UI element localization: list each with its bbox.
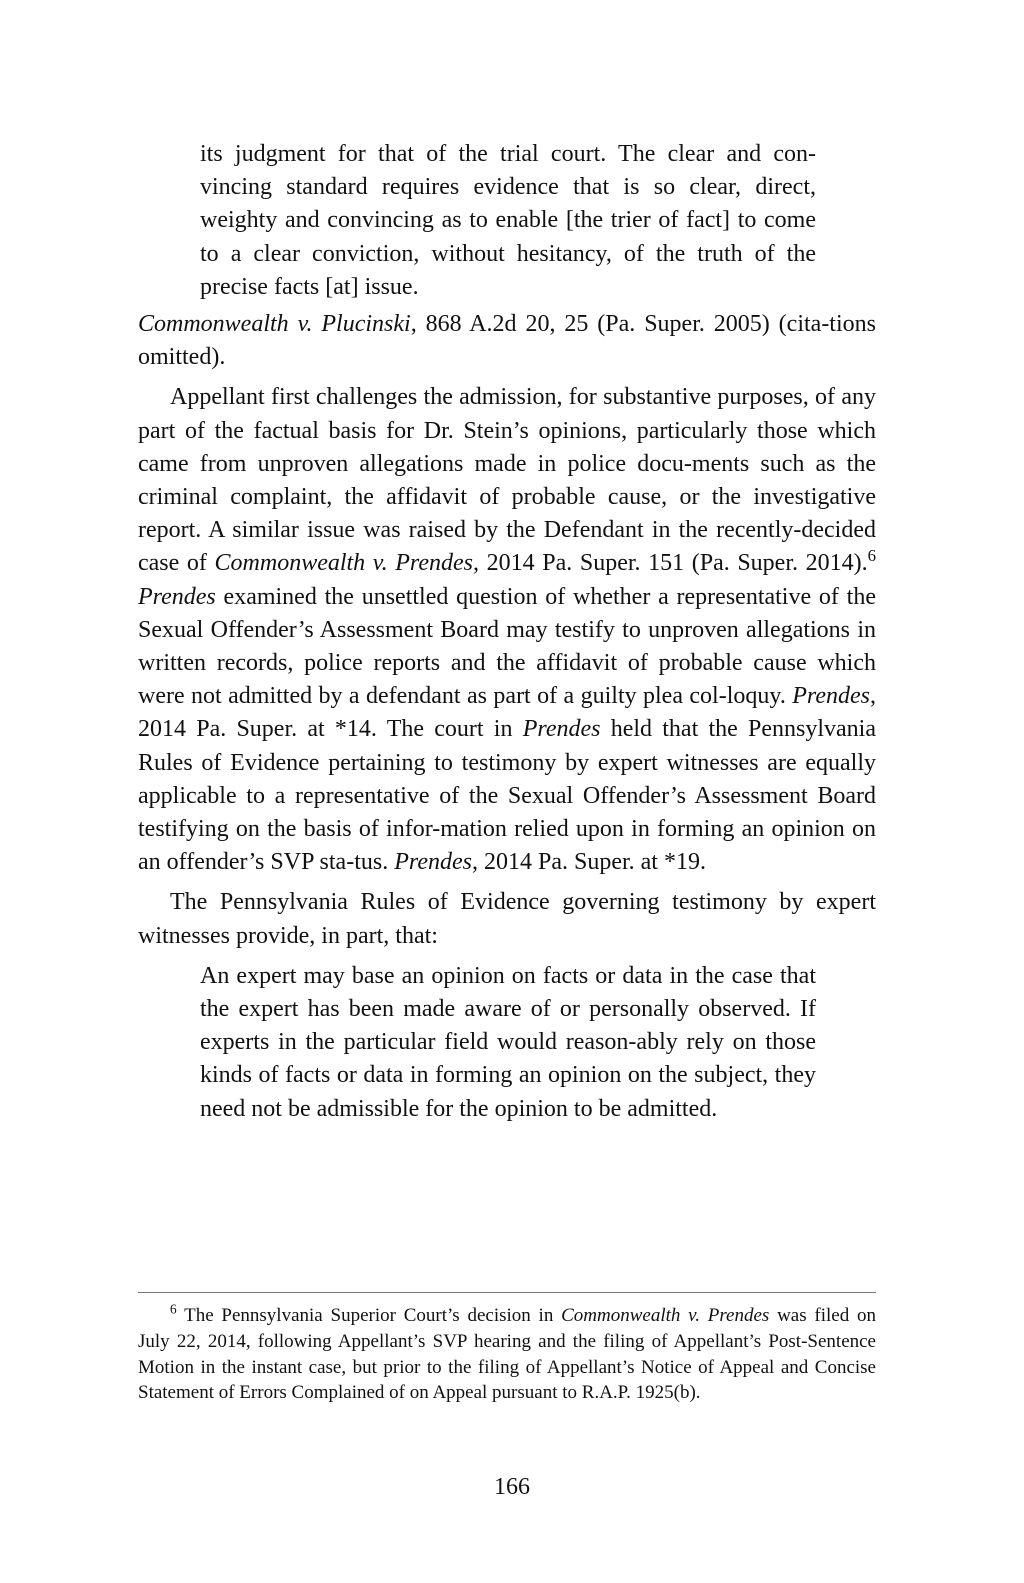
paragraph-1-text-e: held that the Pennsylvania Rules of Evidence pertaining to testimony by expert witnesses are equally applicable to a representative of the Sexual Offender’s Assessment Board testifying on the basis of infor-mation relied upon in forming an opinion on an offender’s SVP sta-tus.: [138, 716, 876, 876]
citation-rest: , 868 A.2d 20, 25 (Pa. Super. 2005) (cita-tions omitted).: [138, 311, 876, 371]
case-name-prendes: Prendes: [792, 683, 870, 710]
footnote-case-name: Commonwealth v. Prendes: [561, 1305, 770, 1326]
paragraph-1-text-c: examined the unsettled question of whether a representative of the Sexual Offender’s Assessment Board may testify to unproven allegations in written records, police reports and the affidavit of probable cause which were not admitted by a defendant as part of a guilty plea col-loquy.: [138, 583, 876, 710]
footnote-text-b: was filed on July 22, 2014, following Appellant’s SVP hearing and the filing of Appellant’s Post-Sentence Motion in the instant case, but prior to the filing of Appellant’s Notice of Appeal and Concise Statement of Errors Complained of on Appeal pursuant to R.A.P. 1925(b).: [138, 1305, 877, 1404]
footnote-divider: [138, 1292, 876, 1293]
paragraph-2: The Pennsylvania Rules of Evidence governing testimony by expert witnesses provide, in part, that:: [138, 889, 876, 949]
footnote-number: 6: [170, 1301, 177, 1317]
case-name-prendes: Prendes: [138, 583, 216, 610]
citation-case-name: Commonwealth v. Plucinski: [138, 311, 411, 338]
page-body: [138, 138, 876, 1126]
paragraph-1-text-d: , 2014 Pa. Super. at *14. The court in: [138, 683, 876, 743]
footnote-reference: 6: [867, 546, 876, 566]
paragraph-1-text-a: Appellant first challenges the admission, for substantive purposes, of any part of the factual basis for Dr. Stein’s opinions, particularly those which came from unproven allegations made in police docu-ments such as the criminal complaint, the affidavit of probable cause, or the investigative report. A similar issue was raised by the Defendant in the recently-decided case of: [138, 384, 876, 577]
paragraph-1-text-b: 2014 Pa. Super. 151 (Pa. Super. 2014).: [479, 550, 868, 577]
case-name-prendes: Prendes: [394, 849, 472, 876]
page-number: 166: [494, 1474, 530, 1500]
footnote-text-a: The Pennsylvania Superior Court’s decision in: [176, 1305, 562, 1326]
footnote: [138, 1303, 876, 1406]
block-quote-bottom: An expert may base an opinion on facts or data in the case that the expert has been made aware of or personally observed. If experts in the particular field would reason-ably rely on those kinds of facts or data in forming an opinion on the subject, they need not be admissible for the opinion to be admitted.: [200, 962, 816, 1122]
paragraph-1: [138, 381, 876, 879]
block-quote-top: its judgment for that of the trial court. The clear and con-vincing standard requires evidence that is so clear, direct, weighty and convincing as to enable [the trier of fact] to come to a clear conviction, without hesitancy, of the truth of the precise facts [at] issue.: [200, 141, 816, 300]
case-name-prendes-full: Commonwealth v. Prendes,: [214, 550, 480, 577]
case-name-prendes: Prendes: [522, 716, 601, 743]
citation: [138, 308, 876, 374]
paragraph-1-text-f: , 2014 Pa. Super. at *19.: [471, 849, 706, 876]
